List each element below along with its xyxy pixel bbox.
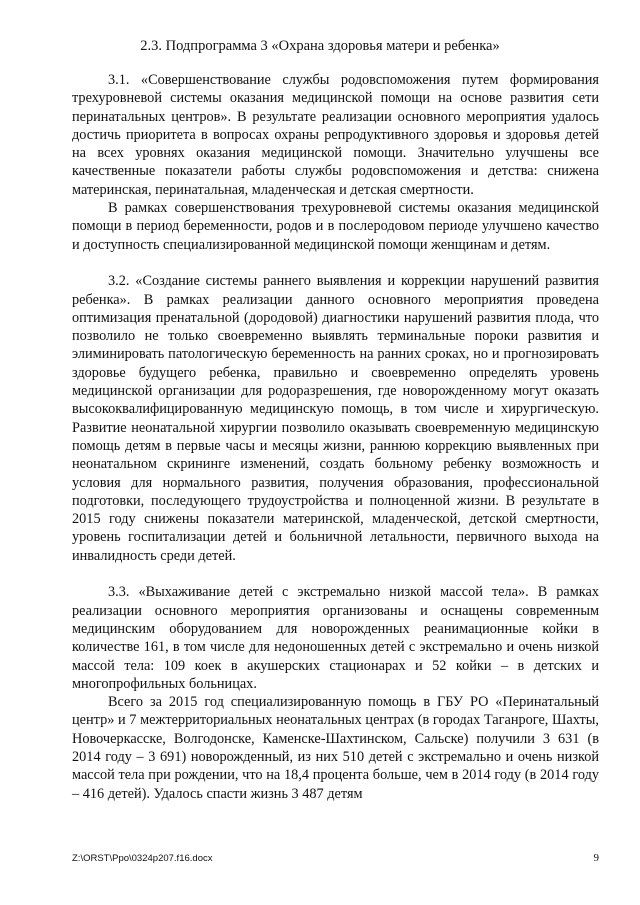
paragraph-3-3-continued: Всего за 2015 год специализированную помощь в ГБУ РО «Перинатальный центр» и 7 межтерриториальных неонатальных центрах (в городах Таганроге, Шахты, Новочеркасске, Волгодонске, Каменске-Шахтинском, Сальске) получили 3 631 (в 2014 году – 3 691) новорожденный, из них 510 детей с экстремально и очень низкой массой тела при рождении, что на 18,4 процента больше, чем в 2014 году (в 2014 году – 416 детей). Удалось спасти жизнь 3 487 детям [72,694,599,802]
paragraph-3-3: 3.3. «Выхаживание детей с экстремально низкой массой тела». В рамках реализации основного мероприятия организованы и оснащены современным медицинским оборудованием для новорожденных реанимационные койки в количестве 161, в том числе для недоношенных детей с экстремально и очень низкой массой тела: 109 коек в акушерских стационарах и 52 койки – в детских и многопрофильных больницах. [72,584,599,692]
section-heading: 2.3. Подпрограмма 3 «Охрана здоровья матери и ребенка» [140,38,500,54]
document-body [72,71,599,803]
paragraph-3-1: 3.1. «Совершенствование службы родовспоможения путем формирования трехуровневой системы оказания медицинской помощи на основе развития сети перинатальных центров». В результате реализации основного мероприятия удалось достичь приоритета в вопросах охраны репродуктивного здоровья и здоровья детей на всех уровнях оказания медицинской помощи. Значительно улучшены все качественные показатели работы службы родовспоможения и детства: снижена материнская, перинатальная, младенческая и детская смертности. [72,72,599,198]
paragraph-3-2: 3.2. «Создание системы раннего выявления и коррекции нарушений развития ребенка». В рамках реализации данного основного мероприятия проведена оптимизация пренатальной (дородовой) диагностики нарушений развития плода, что позволило не только своевременно выявлять терминальные пороки развития и элиминировать патологическую беременность на ранних сроках, но и прогнозировать здоровье будущего ребенка, правильно и своевременно определять уровень медицинской организации для родоразрешения, где новорожденному могут оказать высококвалифицированную медицинскую помощь, в том числе и хирургическую. Развитие неонатальной хирургии позволило оказывать своевременную медицинскую помощь детям в первые часы и месяцы жизни, раннюю коррекцию выявленных при неонатальном скрининге изменений, создать больному ребенку возможность и условия для нормального развития, получения образования, профессиональной подготовки, последующего трудоустройства и полноценной жизни. В результате в 2015 году снижены показатели материнской, младенческой, детской смертности, уровень госпитализации детей и больничной летальности, первичного выхода на инвалидность среди детей. [72,273,599,564]
paragraph-3-1-continued: В рамках совершенствования трехуровневой системы оказания медицинской помощи в период беременности, родов и в послеродовом периоде улучшено качество и доступность специализированной медицинской помощи женщинам и детям. [72,200,599,253]
page-number: 9 [593,852,599,864]
footer-file-path: Z:\ORST\Ppo\0324p207.f16.docx [72,853,213,864]
